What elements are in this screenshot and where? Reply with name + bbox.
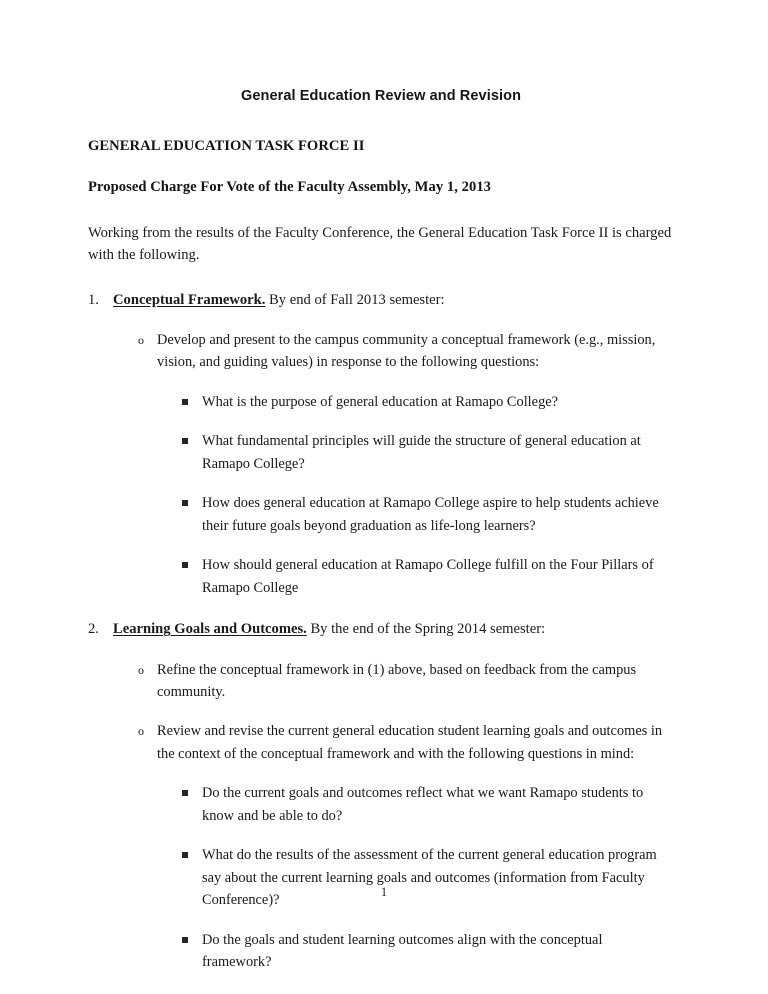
question-item-1-1-4-text: How should general education at Ramapo College fulfill on the Four Pillars of Ramapo College: [202, 557, 654, 596]
sublist-item-1-1-text: Develop and present to the campus community a conceptual framework (e.g., mission, vision, and guiding values) in response to the following questions:: [157, 331, 656, 371]
page-number: 1: [380, 884, 388, 899]
circle-bullet-icon: o: [138, 724, 144, 739]
sublist-item-2-1-text: Refine the conceptual framework in (1) above, based on feedback from the campus community.: [157, 661, 637, 700]
question-item-2-2-3-text: Do the goals and student learning outcomes align with the conceptual framework?: [202, 931, 603, 971]
sublist-item-2-2: [88, 720, 674, 765]
sublist-item-2-2-text: Review and revise the current general education student learning goals and outcomes in the context of the conceptual framework and with the following questions in mind:: [157, 723, 663, 762]
square-bullet-icon: [182, 438, 188, 444]
list-item-2-number: 2.: [88, 621, 99, 638]
sublist-item-2-1: [88, 659, 674, 704]
document-body: [88, 88, 674, 991]
list-item-1-label: Conceptual Framework.: [113, 291, 266, 308]
intro-paragraph: Working from the results of the Faculty Conference, the General Education Task Force II is charged with the following.: [88, 225, 672, 264]
question-item-1-1-3-text: How does general education at Ramapo College aspire to help students achieve their future goals beyond graduation as life-long learners?: [202, 495, 659, 534]
circle-bullet-icon: o: [138, 332, 144, 347]
square-bullet-icon: [182, 399, 188, 405]
list-item-1-text: By end of Fall 2013 semester:: [265, 291, 445, 308]
sublist-item-1-1: [88, 329, 674, 374]
square-bullet-icon: [182, 500, 188, 506]
question-item-2-2-2-text: What do the results of the assessment of the current general education program say about the current learning goals and outcomes (information from Faculty Conference)?: [202, 847, 657, 909]
question-item-1-1-1-text: What is the purpose of general education at Ramapo College?: [202, 393, 559, 410]
square-bullet-icon: [182, 562, 188, 568]
square-bullet-icon: [182, 852, 188, 858]
section-heading-task-force: GENERAL EDUCATION TASK FORCE II: [88, 138, 365, 154]
question-item-1-1-2-text: What fundamental principles will guide the structure of general education at Ramapo College?: [202, 433, 641, 472]
question-item-1-1-1: [88, 391, 674, 413]
question-item-2-2-2: [88, 844, 674, 911]
question-item-2-2-1-text: Do the current goals and outcomes reflect what we want Ramapo students to know and be able to do?: [202, 785, 644, 824]
list-item-1: [88, 289, 674, 311]
list-item-2-label: Learning Goals and Outcomes.: [113, 621, 307, 638]
question-item-2-2-1: [88, 782, 674, 827]
question-item-1-1-4: [88, 554, 674, 599]
question-item-1-1-3: [88, 492, 674, 537]
list-item-2-text: By the end of the Spring 2014 semester:: [306, 621, 546, 638]
question-item-2-2-3: [88, 929, 674, 974]
page-title: General Education Review and Revision: [240, 88, 522, 104]
circle-bullet-icon: o: [138, 662, 144, 677]
list-item-2: [88, 618, 674, 640]
square-bullet-icon: [182, 790, 188, 796]
question-item-1-1-2: [88, 430, 674, 475]
section-heading-proposed-charge: Proposed Charge For Vote of the Faculty Assembly, May 1, 2013: [88, 179, 492, 195]
square-bullet-icon: [182, 937, 188, 943]
list-item-1-number: 1.: [88, 291, 99, 308]
